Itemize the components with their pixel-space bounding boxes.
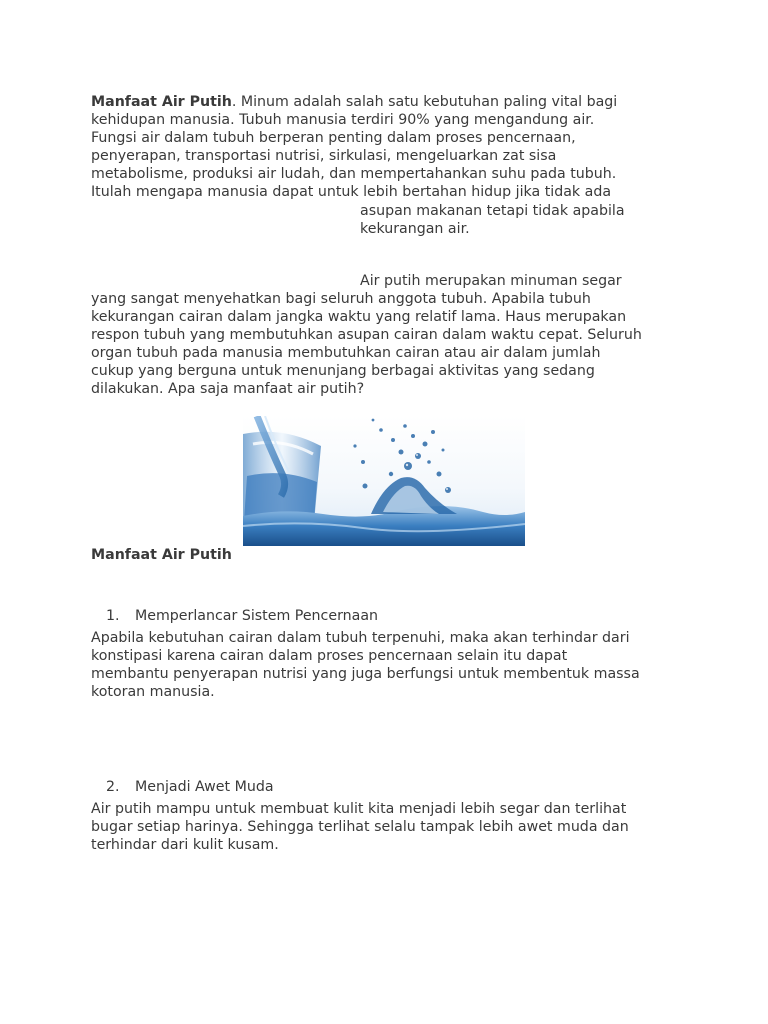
description-line: konstipasi karena cairan dalam proses pencernaan selain itu dapat (91, 648, 568, 664)
intro-line: kekurangan air. (360, 221, 470, 237)
description-line: Apabila kebutuhan cairan dalam tubuh terpenuhi, maka akan terhindar dari (91, 630, 630, 646)
list-item-2-description (91, 800, 681, 854)
body-paragraph (91, 272, 681, 398)
description-line: Air putih mampu untuk membuat kulit kita menjadi lebih segar dan terlihat (91, 801, 627, 817)
list-item-2 (106, 778, 274, 796)
body-line: Air putih merupakan minuman segar (360, 273, 622, 289)
water-splash-icon (243, 416, 525, 546)
intro-line: . Minum adalah salah satu kebutuhan paling vital bagi (231, 94, 618, 110)
description-line: bugar setiap harinya. Sehingga terlihat selalu tampak lebih awet muda dan (91, 819, 629, 835)
list-number: 1. (106, 608, 120, 624)
list-item-title: Memperlancar Sistem Pencernaan (135, 608, 379, 624)
body-line: organ tubuh pada manusia membutuhkan cairan atau air dalam jumlah (91, 345, 601, 361)
description-line: terhindar dari kulit kusam. (91, 837, 279, 853)
intro-paragraph (91, 93, 681, 238)
list-item-title: Menjadi Awet Muda (135, 779, 274, 795)
description-line: kotoran manusia. (91, 684, 215, 700)
list-number: 2. (106, 779, 120, 795)
body-line: respon tubuh yang membutuhkan asupan cairan dalam waktu cepat. Seluruh (91, 327, 642, 343)
body-line: dilakukan. Apa saja manfaat air putih? (91, 381, 365, 397)
description-line: membantu penyerapan nutrisi yang juga berfungsi untuk membentuk massa (91, 666, 640, 682)
intro-line: metabolisme, produksi air ludah, dan mempertahankan suhu pada tubuh. (91, 166, 617, 182)
intro-line: Fungsi air dalam tubuh berperan penting dalam proses pencernaan, (91, 130, 576, 146)
water-splash-image (243, 416, 525, 546)
intro-title: Manfaat Air Putih (91, 94, 232, 110)
list-item-1-description (91, 629, 681, 701)
intro-line: asupan makanan tetapi tidak apabila (360, 203, 625, 219)
section-heading: Manfaat Air Putih (91, 547, 232, 563)
intro-line: kehidupan manusia. Tubuh manusia terdiri 90% yang mengandung air. (91, 112, 595, 128)
intro-line: Itulah mengapa manusia dapat untuk lebih bertahan hidup jika tidak ada (91, 184, 612, 200)
body-line: cukup yang berguna untuk menunjang berbagai aktivitas yang sedang (91, 363, 595, 379)
body-line: kekurangan cairan dalam jangka waktu yang relatif lama. Haus merupakan (91, 309, 627, 325)
list-item-1 (106, 607, 378, 625)
intro-line: penyerapan, transportasi nutrisi, sirkulasi, mengeluarkan zat sisa (91, 148, 557, 164)
body-line: yang sangat menyehatkan bagi seluruh anggota tubuh. Apabila tubuh (91, 291, 591, 307)
